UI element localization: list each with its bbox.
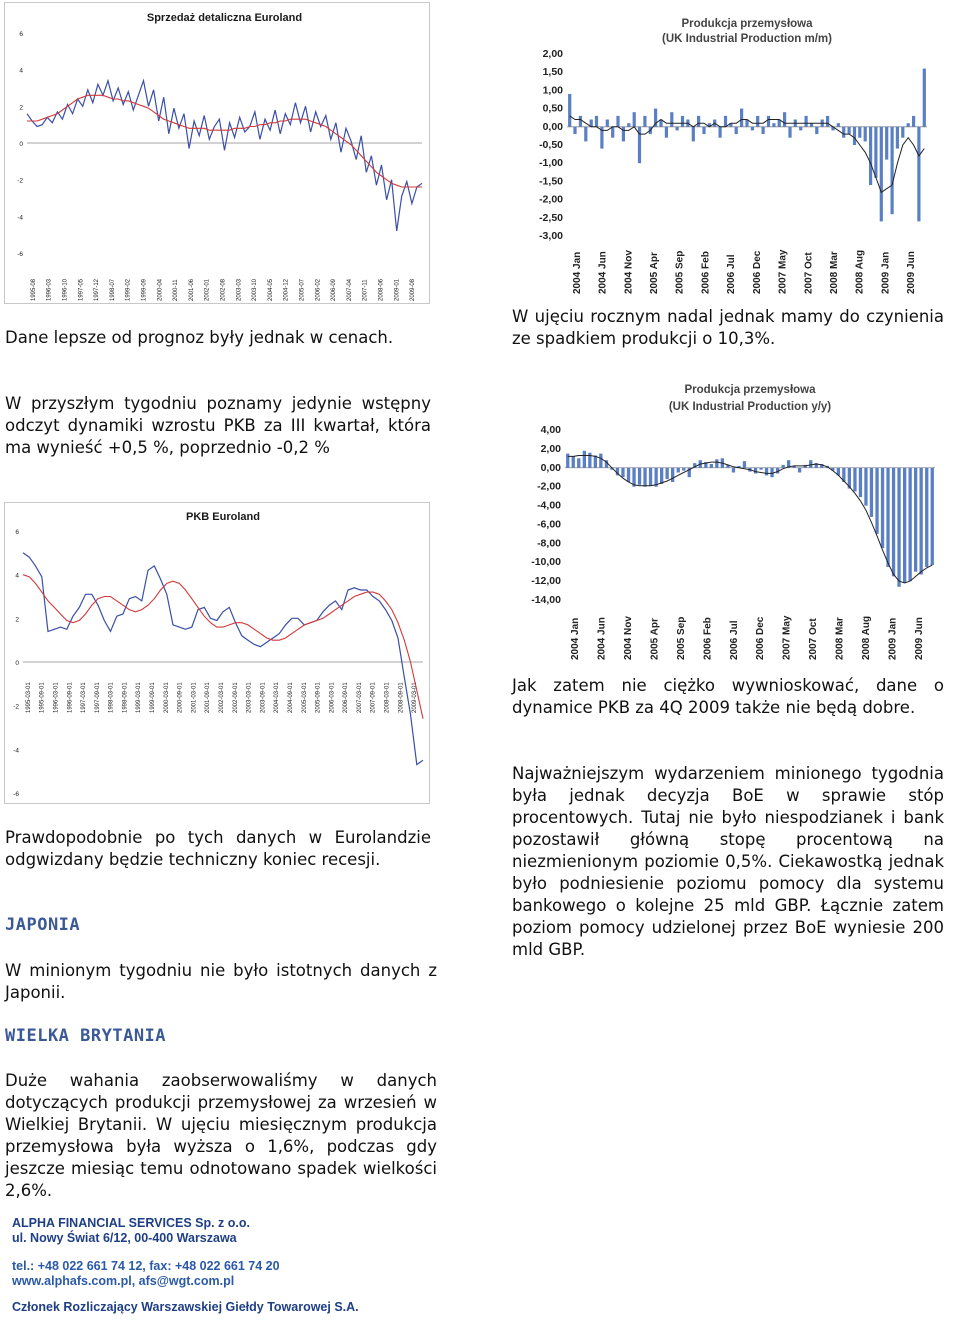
x-tick-label: 2004 Jan <box>570 617 582 660</box>
y-tick-label: -6,00 <box>537 518 561 531</box>
x-tick-label: 2000-04 <box>157 278 164 301</box>
data-bar <box>740 109 743 127</box>
data-bar <box>864 468 867 506</box>
y-tick-label: 6 <box>19 31 23 38</box>
uk-ip-yy-chart-svg <box>512 378 956 668</box>
x-tick-label: 2002-09-01 <box>232 682 239 713</box>
uk-ip-mm-chart <box>512 2 956 300</box>
data-bar <box>875 468 878 534</box>
data-bar <box>665 127 668 138</box>
data-bar <box>643 468 646 487</box>
x-tick-label: 2008 Mar <box>834 617 846 660</box>
data-bar <box>809 460 812 468</box>
x-tick-label: 1998-09-01 <box>122 682 129 713</box>
x-tick-label: 2004 Jan <box>571 251 583 294</box>
y-tick-label: 0,00 <box>540 461 561 474</box>
y-tick-label: 1,50 <box>542 66 563 79</box>
data-bar <box>903 468 906 583</box>
y-tick-label: -4 <box>17 214 23 222</box>
y-tick-label: -6 <box>17 251 23 258</box>
data-bar <box>907 123 910 127</box>
x-tick-label: 2006 Dec <box>751 250 763 294</box>
data-bar <box>677 468 680 473</box>
data-bar <box>864 127 867 142</box>
x-tick-label: 2005 Sep <box>674 250 686 294</box>
x-tick-label: 2001-06 <box>188 278 195 301</box>
y-tick-label: -1,50 <box>539 175 563 188</box>
x-tick-label: 2008 Mar <box>829 251 840 294</box>
data-bar <box>710 464 713 468</box>
data-bar <box>869 127 872 185</box>
x-tick-label: 1998-07 <box>109 278 116 301</box>
data-bar <box>892 468 895 577</box>
footer-company: ALPHA FINANCIAL SERVICES Sp. z o.o. <box>12 1216 250 1230</box>
data-bar <box>735 127 738 134</box>
chart-title: Produkcja przemysłowa <box>684 384 816 396</box>
x-tick-label: 1996-09-01 <box>67 682 74 713</box>
left-para-2: W przyszłym tygodniu poznamy jedynie wstępny odczyt dynamiki wzrostu PKB za III kwartał, która ma wynieść +0,5 %, poprzednio -0,2 % <box>5 394 431 457</box>
data-bar <box>573 127 576 134</box>
y-tick-label: -2,00 <box>537 480 561 493</box>
data-bar <box>759 468 762 470</box>
heading-japan: JAPONIA <box>5 915 81 935</box>
data-bar <box>859 468 862 497</box>
x-tick-label: 1995-09-01 <box>39 682 46 713</box>
y-tick-label: -4,00 <box>537 499 561 512</box>
data-bar <box>880 127 883 222</box>
y-tick-label: -2,00 <box>539 193 563 206</box>
data-bar <box>917 127 920 222</box>
data-bar <box>732 468 735 473</box>
x-tick-label: 2002-03-01 <box>219 682 225 713</box>
data-bar <box>805 116 808 127</box>
data-bar <box>842 127 845 138</box>
retail-sales-chart-svg <box>5 3 429 303</box>
right-para-3: Najważniejszym wydarzeniem minionego tygodnia była jednak decyzja BoE w sprawie stóp procentowych. Tutaj nie było niespodzianek i bank pozostawił główną stopę procentową na niezmienionym poziomie 0,5%. Ciekawostką jednak było podniesienie poziomu pomocy dla systemu bankowego o kolejne 25 mld GBP. Łącznie zatem poziom pomocy udzielonej przez BoE wyniesie 200 mld GBP. <box>512 764 944 959</box>
data-bar <box>914 468 917 572</box>
data-bar <box>595 116 598 127</box>
x-tick-label: 2004-09-01 <box>287 682 294 713</box>
y-tick-label: -6 <box>13 791 19 798</box>
x-tick-label: 2006 Jul <box>726 254 738 294</box>
gdp-euroland-chart <box>4 502 430 804</box>
data-bar <box>858 127 861 138</box>
data-bar <box>594 456 597 468</box>
data-bar <box>770 468 773 477</box>
x-tick-label: 2007-04 <box>346 278 353 301</box>
x-tick-label: 1997-05 <box>78 278 85 301</box>
data-bar <box>754 468 757 474</box>
x-tick-label: 2009-08 <box>410 278 417 301</box>
data-bar <box>611 127 614 138</box>
x-tick-label: 2009 Jun <box>913 617 925 660</box>
retail-sales-chart <box>4 2 430 304</box>
chart-subtitle: (UK Industrial Production y/y) <box>668 401 832 413</box>
x-tick-label: 2004 Jun <box>596 617 608 660</box>
data-bar <box>931 468 934 565</box>
left-para-5: Duże wahania zaobserwowaliśmy w danych dotyczących produkcji przemysłowej za wrzesień w Wielkiej Brytanii. W ujęciu miesięcznym produkcja przemysłowa była wyższa o 1,6%, podczas gdy jeszcze miesiąc temu odnotowano spadek wielkości 2,6%. <box>5 1071 437 1200</box>
data-bar <box>853 468 856 492</box>
x-tick-label: 2007-03-01 <box>356 682 363 713</box>
data-bar <box>765 468 768 476</box>
data-bar <box>627 468 630 482</box>
y-tick-label: 0,00 <box>542 120 563 133</box>
x-tick-label: 2000-11 <box>173 279 180 301</box>
x-tick-label: 2007 Oct <box>808 618 820 660</box>
y-tick-label: 0 <box>19 141 23 148</box>
data-series-line <box>23 553 423 765</box>
x-tick-label: 2004 Nov <box>623 250 635 294</box>
x-tick-label: 2004-03-01 <box>274 682 281 713</box>
data-bar <box>621 468 624 477</box>
x-tick-label: 2004 Jun <box>597 251 609 294</box>
data-bar <box>568 94 571 127</box>
data-bar <box>633 112 636 127</box>
data-bar <box>853 127 856 145</box>
data-bar <box>815 127 818 134</box>
gdp-euroland-chart-svg <box>5 503 429 803</box>
data-bar <box>627 123 630 127</box>
data-bar <box>920 468 923 575</box>
x-tick-label: 2005 Sep <box>675 616 687 660</box>
data-bar <box>622 127 625 142</box>
data-bar <box>881 468 884 548</box>
data-bar <box>660 468 663 484</box>
x-tick-label: 2003-10 <box>252 278 259 301</box>
data-bar <box>837 123 840 127</box>
x-tick-label: 2009 Jan <box>887 617 899 660</box>
data-bar <box>579 116 582 127</box>
x-tick-label: 2009 Jun <box>906 251 918 294</box>
y-tick-label: 0 <box>15 660 19 667</box>
y-tick-label: -14,00 <box>531 594 561 606</box>
data-bar <box>912 116 915 127</box>
data-bar <box>767 116 770 127</box>
x-tick-label: 2003-09-01 <box>260 682 267 713</box>
x-tick-label: 2009-01 <box>394 278 401 301</box>
y-tick-label: 4 <box>19 67 23 75</box>
x-tick-label: 2008-03-01 <box>384 682 391 713</box>
y-tick-label: -8,00 <box>537 537 561 550</box>
x-tick-label: 1999-03-01 <box>136 682 143 713</box>
uk-ip-yy-chart <box>512 378 956 668</box>
x-tick-label: 1999-09 <box>141 278 148 301</box>
footer-address: ul. Nowy Świat 6/12, 00-400 Warszawa <box>12 1231 237 1245</box>
x-tick-label: 2000-03-01 <box>163 682 170 713</box>
x-tick-label: 2006 Dec <box>755 616 767 660</box>
data-bar <box>682 468 685 471</box>
y-tick-label: 4,00 <box>540 424 561 436</box>
data-bar <box>681 116 684 127</box>
data-bar <box>788 127 791 138</box>
data-bar <box>566 454 569 468</box>
y-tick-label: 2,00 <box>540 442 561 455</box>
data-bar <box>885 127 888 160</box>
x-tick-label: 2001-09-01 <box>205 682 212 713</box>
data-bar <box>584 127 587 142</box>
data-bar <box>638 468 641 485</box>
x-tick-label: 2006 Feb <box>700 251 712 294</box>
data-bar <box>874 127 877 178</box>
data-bar <box>616 116 619 127</box>
x-tick-label: 2002-08 <box>220 278 227 301</box>
data-bar <box>572 456 575 467</box>
right-para-1: W ujęciu rocznym nadal jednak mamy do czynienia ze spadkiem produkcji o 10,3%. <box>512 307 944 348</box>
trend-series-line <box>27 95 422 187</box>
x-tick-label: 2006-09 <box>331 278 338 301</box>
data-bar <box>606 120 609 127</box>
data-bar <box>762 127 765 134</box>
x-tick-label: 2008 Aug <box>854 249 866 294</box>
x-tick-label: 2008 Aug <box>860 615 872 660</box>
right-para-2: Jak zatem nie ciężko wywnioskować, dane o dynamice PKB za 4Q 2009 także nie będą dobre. <box>512 676 944 717</box>
x-tick-label: 1995-03-01 <box>25 682 32 713</box>
x-tick-label: 2009 Jan <box>880 251 892 294</box>
data-bar <box>901 127 904 138</box>
data-bar <box>798 468 801 473</box>
x-tick-label: 2005 Apr <box>649 252 660 294</box>
y-tick-label: -12,00 <box>531 575 561 588</box>
x-tick-label: 2004-12 <box>283 278 290 301</box>
y-tick-label: 2 <box>15 616 19 624</box>
x-tick-label: 2004 Nov <box>623 616 635 660</box>
x-tick-label: 2004-05 <box>267 278 274 301</box>
data-bar <box>671 468 674 482</box>
x-tick-label: 2009-03-01 <box>412 682 419 713</box>
y-tick-label: -3,00 <box>539 230 563 242</box>
y-tick-label: -0,50 <box>539 139 563 151</box>
data-bar <box>697 116 700 127</box>
x-tick-label: 1997-09-01 <box>94 682 101 713</box>
chart-subtitle: (UK Industrial Production m/m) <box>662 33 832 45</box>
y-tick-label: 2 <box>19 104 23 112</box>
footer-phone: tel.: +48 022 661 74 12, fax: +48 022 661 74 20 <box>12 1259 280 1273</box>
data-bar <box>782 465 785 468</box>
data-bar <box>896 127 899 149</box>
uk-ip-mm-chart-svg <box>512 2 956 300</box>
chart-title: PKB Euroland <box>186 511 260 523</box>
data-bar <box>599 454 602 468</box>
x-tick-label: 2006-02 <box>315 278 322 301</box>
x-tick-label: 2006-03-01 <box>329 682 336 713</box>
data-bar <box>692 127 695 142</box>
x-tick-label: 2005 Apr <box>649 618 661 660</box>
data-bar <box>649 468 652 486</box>
x-tick-label: 2003-03 <box>236 278 243 301</box>
left-para-3: Prawdopodobnie po tych danych w Eurolandzie odgwizdany będzie techniczny koniec recesji. <box>5 828 431 869</box>
data-bar <box>583 451 586 468</box>
data-bar <box>643 116 646 127</box>
data-bar <box>751 127 754 131</box>
data-bar <box>702 127 705 134</box>
x-tick-label: 2007 Oct <box>803 252 815 294</box>
data-bar <box>666 468 669 479</box>
x-tick-label: 2005-03-01 <box>301 682 308 713</box>
chart-title: Sprzedaż detaliczna Euroland <box>146 12 303 24</box>
y-tick-label: 6 <box>15 529 19 536</box>
x-tick-label: 1996-10 <box>62 278 69 301</box>
x-tick-label: 1999-02 <box>125 278 132 301</box>
x-tick-label: 1999-09-01 <box>150 682 157 713</box>
left-para-1: Dane lepsze od prognoz były jednak w cenach. <box>5 328 394 347</box>
x-tick-label: 2000-09-01 <box>177 682 184 713</box>
footer-member: Członek Rozliczający Warszawskiej Giełdy Towarowej S.A. <box>12 1300 359 1314</box>
data-bar <box>886 468 889 567</box>
heading-uk: WIELKA BRYTANIA <box>5 1026 167 1046</box>
y-tick-label: -2 <box>13 703 19 711</box>
x-tick-label: 1995-08 <box>30 278 37 301</box>
x-tick-label: 1996-03 <box>46 278 53 301</box>
x-tick-label: 2007-09-01 <box>370 682 377 713</box>
data-bar <box>897 468 900 587</box>
data-bar <box>923 69 926 127</box>
data-bar <box>783 112 786 127</box>
data-bar <box>848 127 851 134</box>
data-bar <box>925 468 928 567</box>
x-tick-label: 2007-11 <box>362 279 369 301</box>
x-tick-label: 2007 May <box>781 615 793 660</box>
data-bar <box>909 468 912 581</box>
x-tick-label: 2008-09-01 <box>398 682 405 713</box>
x-tick-label: 2006 Jul <box>728 620 740 660</box>
data-bar <box>870 468 873 517</box>
x-tick-label: 1998-03-01 <box>108 682 115 713</box>
data-bar <box>588 453 591 468</box>
x-tick-label: 2001-03-01 <box>191 682 198 713</box>
y-tick-label: -10,00 <box>531 556 561 569</box>
data-bar <box>670 112 673 127</box>
data-bar <box>676 127 679 131</box>
data-series-line <box>27 81 422 231</box>
x-tick-label: 2005-07 <box>299 278 306 301</box>
data-bar <box>719 127 722 138</box>
x-tick-label: 2007 May <box>777 249 789 294</box>
data-bar <box>743 461 746 468</box>
data-bar <box>826 116 829 127</box>
y-tick-label: 0,50 <box>542 102 563 115</box>
data-bar <box>715 459 718 468</box>
x-tick-label: 1996-03-01 <box>53 682 60 713</box>
y-tick-label: 4 <box>15 572 19 580</box>
data-bar <box>891 127 894 214</box>
y-tick-label: 2,00 <box>542 48 563 60</box>
data-bar <box>810 123 813 127</box>
x-tick-label: 2003-03-01 <box>246 682 253 713</box>
x-tick-label: 1997-03-01 <box>81 682 88 713</box>
footer-web: www.alphafs.com.pl, afs@wgt.com.pl <box>12 1274 235 1288</box>
data-bar <box>756 116 759 127</box>
y-tick-label: -2,50 <box>539 211 563 224</box>
data-bar <box>577 458 580 467</box>
data-bar <box>772 123 775 127</box>
y-tick-label: -2 <box>17 177 23 185</box>
data-bar <box>799 127 802 131</box>
y-tick-label: -1,00 <box>539 157 563 170</box>
x-tick-label: 2002-01 <box>204 278 211 301</box>
chart-title: Produkcja przemysłowa <box>681 18 813 30</box>
x-tick-label: 2006-09-01 <box>343 682 350 713</box>
x-tick-label: 2005-09-01 <box>315 682 322 713</box>
y-tick-label: -4 <box>13 747 19 755</box>
x-tick-label: 2006 Feb <box>702 617 714 660</box>
x-tick-label: 1997-12 <box>94 278 101 301</box>
data-bar <box>724 116 727 127</box>
left-para-4: W minionym tygodniu nie było istotnych danych z Japonii. <box>5 961 437 1002</box>
x-tick-label: 2008-06 <box>378 278 385 301</box>
y-tick-label: 1,00 <box>542 84 563 97</box>
